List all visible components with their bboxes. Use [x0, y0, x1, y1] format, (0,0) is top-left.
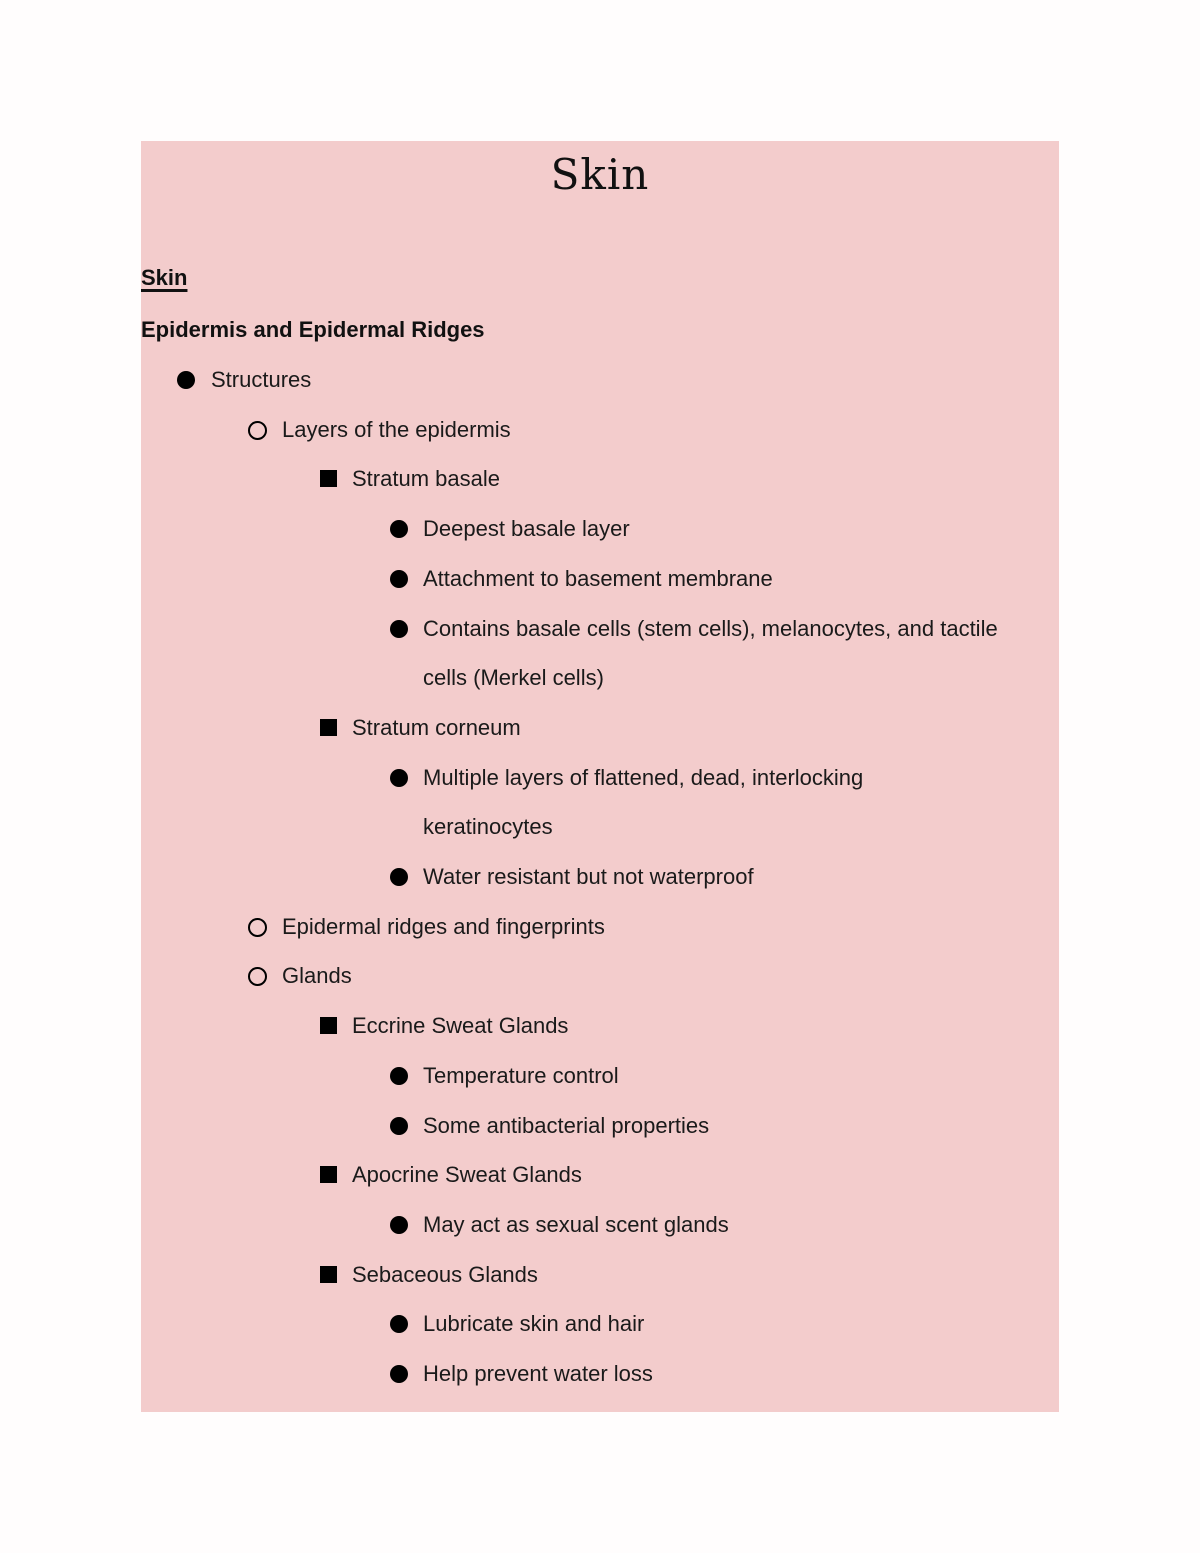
disc-bullet-icon	[390, 570, 408, 588]
disc-bullet-icon	[390, 620, 408, 638]
outline-item-level-3: Sebaceous Glands	[352, 1261, 538, 1287]
outline-item-level-3: Stratum basale	[352, 466, 500, 492]
outline-item-level-4: Temperature control	[423, 1062, 619, 1088]
circle-bullet-icon	[248, 421, 267, 440]
outline-item-level-4: Help prevent water loss	[423, 1361, 653, 1386]
outline-item-level-4: Lubricate skin and hair	[423, 1311, 645, 1337]
outline-item-level-2: Epidermal ridges and fingerprints	[282, 913, 605, 939]
outline-item-level-4: Multiple layers of flattened, dead, interlocking	[423, 764, 864, 790]
disc-bullet-icon	[390, 1067, 408, 1085]
outline-item-level-5: keratinocytes	[423, 814, 553, 840]
outline-item-level-4: Deepest basale layer	[423, 516, 630, 542]
outline-item-level-3: Apocrine Sweat Glands	[352, 1162, 582, 1188]
outline-item-level-4: Attachment to basement membrane	[423, 565, 773, 591]
outline-item-level-3: Stratum corneum	[352, 714, 521, 740]
outline-item-level-2: Glands	[282, 963, 352, 989]
disc-bullet-icon	[390, 1315, 408, 1333]
section-heading: Skin	[141, 265, 188, 290]
circle-bullet-icon	[248, 967, 267, 986]
circle-bullet-icon	[248, 918, 267, 937]
subsection-heading: Epidermis and Epidermal Ridges	[141, 317, 485, 342]
outline-item-level-3: Eccrine Sweat Glands	[352, 1013, 569, 1039]
outline-item-level-2: Layers of the epidermis	[282, 416, 511, 442]
document-page	[141, 141, 1059, 1412]
outline-item-level-4: May act as sexual scent glands	[423, 1211, 729, 1237]
disc-bullet-icon	[390, 769, 408, 787]
disc-bullet-icon	[390, 1117, 408, 1135]
disc-bullet-icon	[390, 868, 408, 886]
square-bullet-icon	[320, 1017, 337, 1034]
page-title: Skin	[550, 150, 650, 199]
outline-item-level-5: cells (Merkel cells)	[423, 665, 604, 691]
outline-item-level-4: Contains basale cells (stem cells), melanocytes, and tactile	[423, 615, 998, 641]
square-bullet-icon	[320, 719, 337, 736]
square-bullet-icon	[320, 1266, 337, 1283]
square-bullet-icon	[320, 470, 337, 487]
disc-bullet-icon	[390, 520, 408, 538]
outline-item-level-4: Water resistant but not waterproof	[423, 864, 754, 889]
outline-item-level-4: Some antibacterial properties	[423, 1112, 710, 1138]
disc-bullet-icon	[390, 1216, 408, 1234]
disc-bullet-icon	[390, 1365, 408, 1383]
square-bullet-icon	[320, 1166, 337, 1183]
outline-item-level-1: Structures	[211, 367, 312, 392]
disc-bullet-icon	[177, 371, 195, 389]
